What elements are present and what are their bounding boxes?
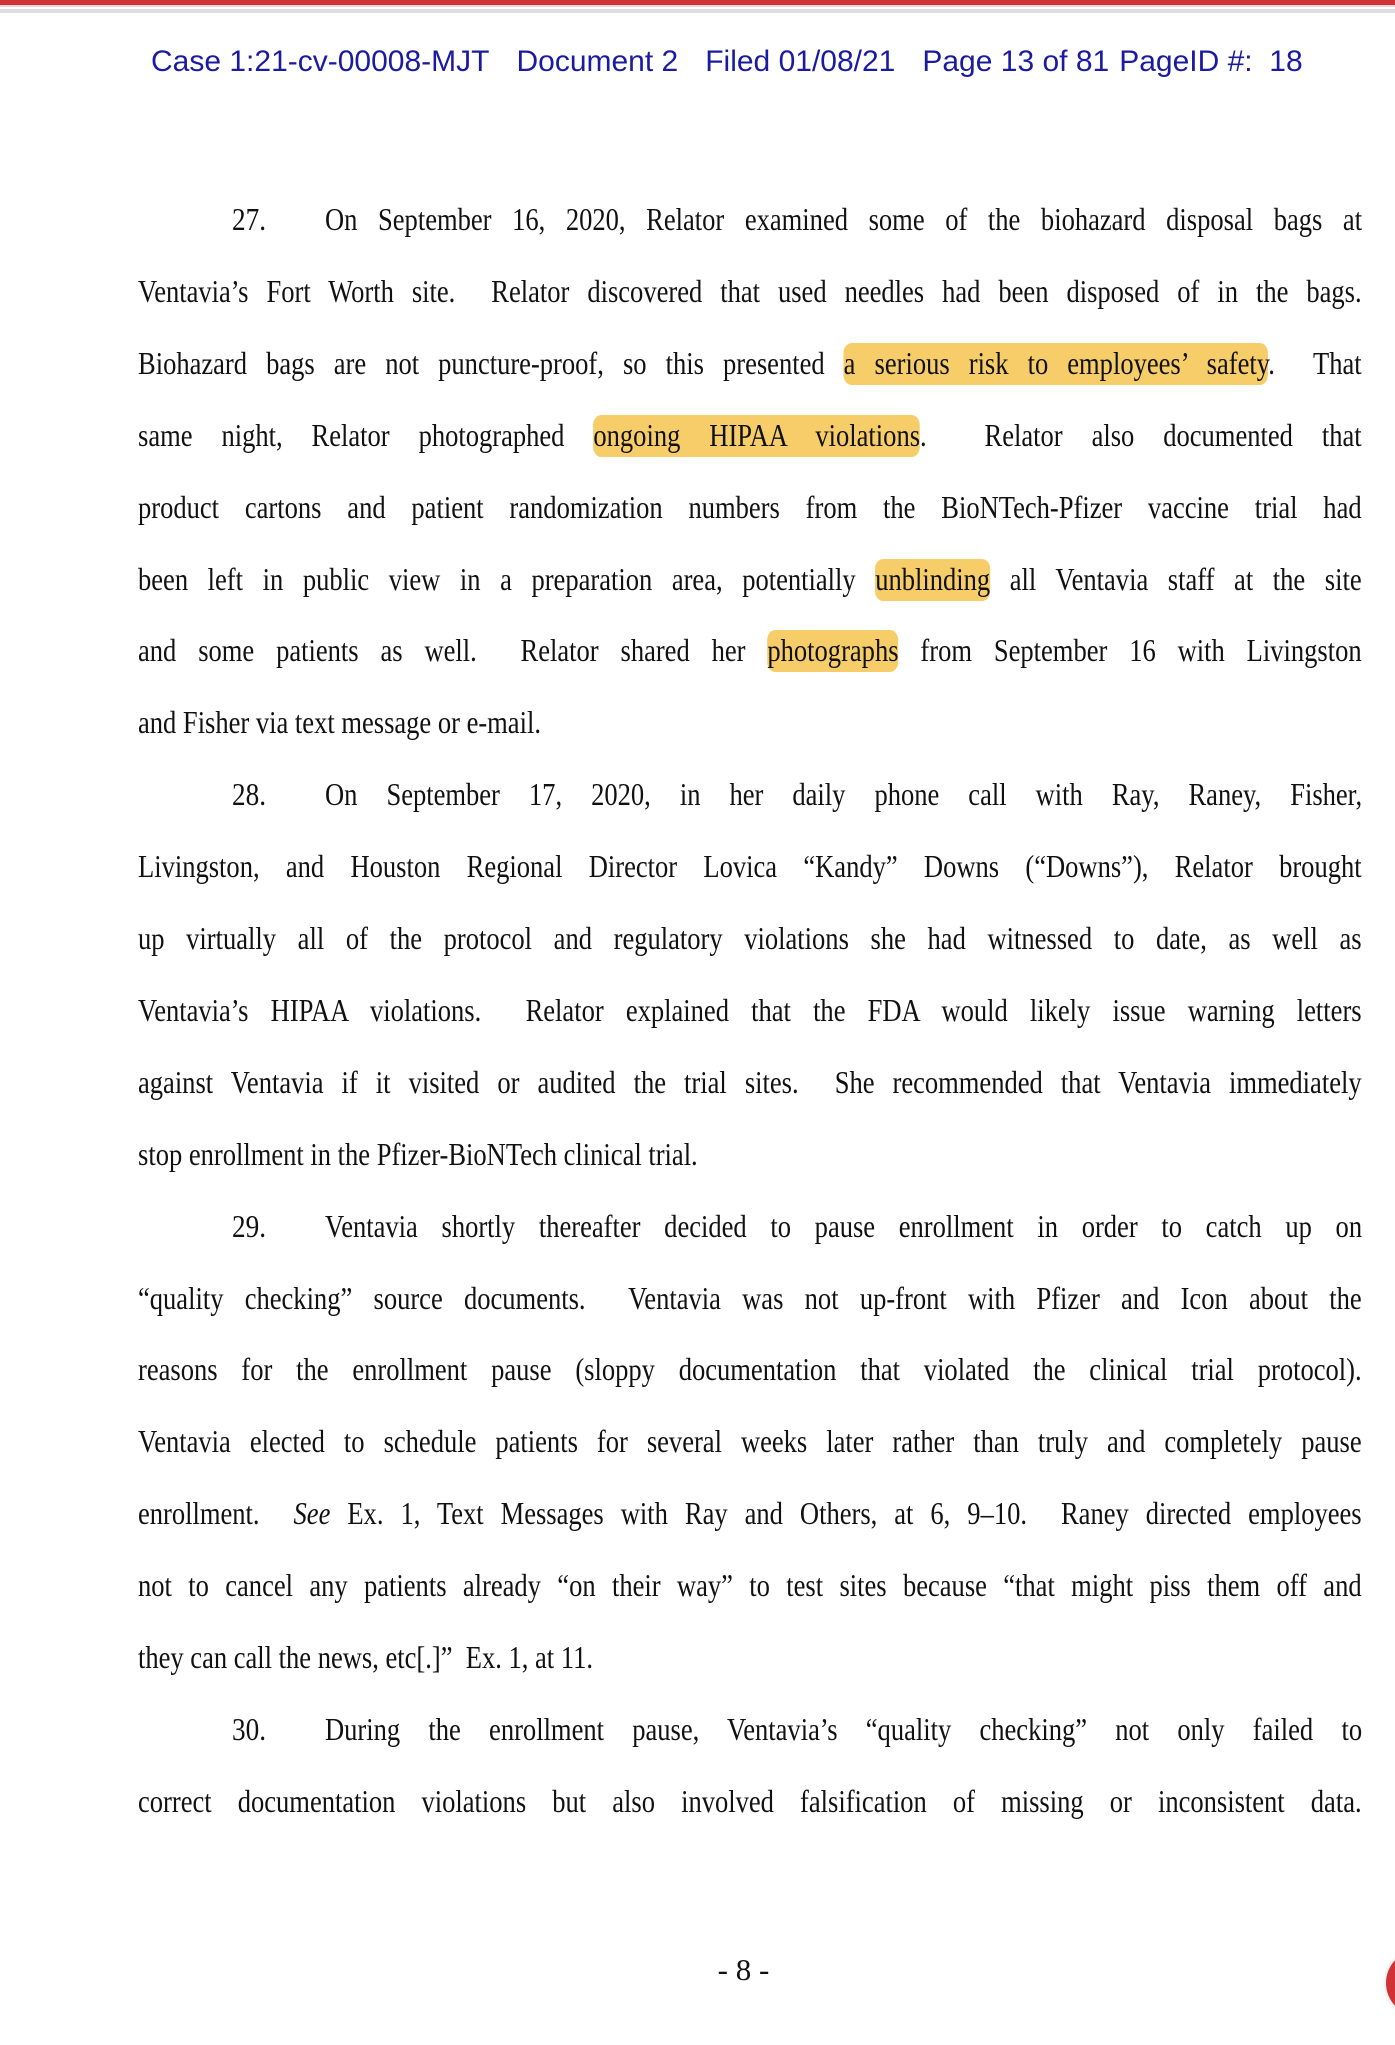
text-line-content bbox=[138, 990, 1362, 1030]
italic-text: See bbox=[293, 1495, 331, 1532]
text-line-content bbox=[138, 630, 1362, 670]
text-line bbox=[325, 1192, 1362, 1264]
text-segment: On September 16, 2020, Relator examined some of the biohazard disposal bags at bbox=[325, 201, 1363, 237]
text-line bbox=[138, 257, 1362, 329]
page-count: Page 13 of 81 bbox=[922, 45, 1110, 78]
text-line bbox=[138, 1767, 1362, 1839]
text-line-content bbox=[325, 1206, 1362, 1246]
text-segment: Biohazard bags are not puncture-proof, so this presented bbox=[138, 344, 844, 381]
top-divider bbox=[0, 9, 1395, 13]
text-line-content bbox=[138, 918, 1362, 958]
text-line bbox=[138, 1551, 1362, 1623]
text-segment: Ventavia shortly thereafter decided to pause enrollment in order to catch up on bbox=[325, 1207, 1363, 1244]
text-line-content bbox=[138, 846, 1362, 886]
text-line bbox=[138, 1479, 1362, 1551]
highlighted-text: ongoing HIPAA violations bbox=[593, 415, 920, 457]
text-segment: Ex. 1, Text Messages with Ray and Others, at 6, 9–10. Raney directed employees bbox=[330, 1495, 1362, 1532]
text-line bbox=[138, 1120, 1362, 1192]
text-line bbox=[138, 616, 1362, 688]
text-line-content bbox=[138, 1349, 1362, 1389]
text-line bbox=[138, 329, 1362, 401]
page-number bbox=[0, 1950, 1395, 1990]
text-line bbox=[138, 832, 1362, 904]
text-segment: “quality checking” source documents. Ventavia was not up-front with Pfizer and Icon about the bbox=[138, 1279, 1362, 1316]
text-line bbox=[138, 1407, 1362, 1479]
text-line bbox=[138, 1623, 1362, 1695]
text-line bbox=[138, 1048, 1362, 1120]
text-line-content bbox=[138, 559, 1362, 599]
text-segment: stop enrollment in the Pfizer-BioNTech clinical trial. bbox=[138, 1135, 698, 1172]
text-line bbox=[138, 1264, 1362, 1336]
case-number: Case 1:21-cv-00008-MJT bbox=[151, 45, 490, 78]
page-id: PageID #: 18 bbox=[1119, 45, 1303, 78]
text-segment: all Ventavia staff at the site bbox=[990, 560, 1362, 597]
text-segment: On September 17, 2020, in her daily phone call with Ray, Raney, Fisher, bbox=[325, 776, 1363, 813]
text-line-content bbox=[138, 1421, 1362, 1461]
text-line bbox=[138, 545, 1362, 617]
text-segment: Ventavia’s HIPAA violations. Relator explained that the FDA would likely issue warning letters bbox=[138, 991, 1362, 1028]
text-segment: been left in public view in a preparation area, potentially bbox=[138, 560, 876, 597]
paragraph-number: 29. bbox=[232, 1207, 266, 1244]
text-line bbox=[138, 976, 1362, 1048]
text-line-content bbox=[138, 415, 1362, 455]
text-line-content bbox=[138, 1278, 1362, 1318]
text-segment: from September 16 with Livingston bbox=[898, 632, 1362, 669]
text-line-content bbox=[138, 271, 1362, 311]
text-line bbox=[138, 1335, 1362, 1407]
text-segment: up virtually all of the protocol and regulatory violations she had witnessed to date, as well as bbox=[138, 920, 1362, 956]
text-segment: against Ventavia if it visited or audited the trial sites. She recommended that Ventavia immediately bbox=[138, 1063, 1362, 1100]
text-line-content bbox=[138, 702, 1362, 742]
text-segment: . That bbox=[1268, 344, 1362, 381]
text-segment: product cartons and patient randomization numbers from the BioNTech-Pfizer vaccine trial had bbox=[138, 488, 1362, 525]
text-segment: they can call the news, etc[.]” Ex. 1, at 11. bbox=[138, 1639, 593, 1675]
text-segment: reasons for the enrollment pause (sloppy documentation that violated the clinical trial protocol). bbox=[138, 1351, 1362, 1388]
text-line-content bbox=[138, 1134, 1362, 1174]
text-line bbox=[325, 1695, 1362, 1767]
text-line bbox=[325, 760, 1362, 832]
text-line bbox=[325, 185, 1362, 257]
text-segment: not to cancel any patients already “on their way” to test sites because “that might piss them off and bbox=[138, 1567, 1362, 1604]
highlighted-text: a serious risk to employees’ safety bbox=[844, 343, 1269, 385]
page-number-text: - 8 - bbox=[717, 1952, 770, 1987]
text-segment: Livingston, and Houston Regional Director Lovica “Kandy” Downs (“Downs”), Relator brought bbox=[138, 848, 1362, 885]
highlighted-text: photographs bbox=[767, 630, 898, 672]
text-line bbox=[138, 401, 1362, 473]
text-segment: enrollment. bbox=[138, 1495, 294, 1532]
case-header bbox=[151, 42, 1351, 82]
document-number: Document 2 bbox=[516, 45, 679, 78]
text-line bbox=[138, 904, 1362, 976]
filed-date: Filed 01/08/21 bbox=[705, 45, 896, 78]
top-accent-fade bbox=[0, 5, 1395, 7]
text-segment: and some patients as well. Relator shared her bbox=[138, 632, 768, 669]
text-segment: Ventavia elected to schedule patients for several weeks later rather than truly and completely pause bbox=[138, 1423, 1362, 1460]
text-line-content bbox=[325, 199, 1362, 239]
text-line-content bbox=[138, 1781, 1362, 1821]
highlighted-text: unblinding bbox=[875, 559, 990, 601]
text-segment: During the enrollment pause, Ventavia’s “quality checking” not only failed to bbox=[325, 1710, 1363, 1747]
text-line bbox=[138, 473, 1362, 545]
text-line-content bbox=[138, 1493, 1362, 1533]
paragraph-number: 30. bbox=[232, 1710, 266, 1747]
text-segment: correct documentation violations but also involved falsification of missing or inconsistent data. bbox=[138, 1782, 1362, 1819]
text-line-content bbox=[138, 487, 1362, 527]
paragraph-number: 27. bbox=[232, 201, 266, 237]
text-line-content bbox=[138, 1565, 1362, 1605]
paragraph-number: 28. bbox=[232, 776, 266, 813]
text-line-content bbox=[138, 1637, 1362, 1677]
text-line-content bbox=[325, 774, 1362, 814]
text-line-content bbox=[138, 1062, 1362, 1102]
text-line-content bbox=[138, 343, 1362, 383]
text-segment: . Relator also documented that bbox=[920, 416, 1362, 453]
text-line bbox=[138, 688, 1362, 760]
text-line-content bbox=[325, 1709, 1362, 1749]
text-segment: Ventavia’s Fort Worth site. Relator discovered that used needles had been disposed of in the bags. bbox=[138, 272, 1362, 309]
text-segment: same night, Relator photographed bbox=[138, 416, 594, 453]
text-segment: and Fisher via text message or e-mail. bbox=[138, 704, 541, 741]
